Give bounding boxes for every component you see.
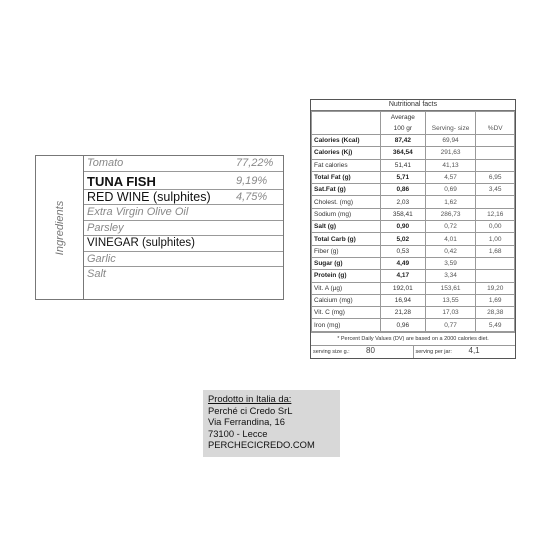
nutrient-average: 0,86 (381, 184, 426, 196)
nutrition-row (312, 208, 515, 220)
ingredient-name: VINEGAR (sulphites) (87, 237, 196, 249)
ingredient-name: Extra Virgin Olive Oil (87, 206, 189, 218)
ingredient-name: Garlic (87, 252, 116, 265)
nutrient-dv (476, 147, 515, 159)
nutrient-label: Calories (Kj) (312, 147, 381, 159)
ingredients-side-label (36, 156, 84, 299)
ingredient-name: Parsley (87, 221, 124, 234)
nutrient-serving: 69,94 (425, 135, 476, 147)
nutrient-label: Total Fat (g) (312, 171, 381, 183)
nutrient-dv (476, 257, 515, 269)
nutrient-dv: 1,69 (476, 294, 515, 306)
header-average-unit: 100 gr (381, 123, 426, 135)
nutrient-dv: 19,20 (476, 282, 515, 294)
producer-line: Via Ferrandina, 16 (208, 416, 285, 428)
producer-line: Perché ci Credo SrL (208, 404, 293, 416)
nutrient-serving: 0,69 (425, 184, 476, 196)
ingredients-table (35, 155, 284, 300)
nutrient-label: Sat.Fat (g) (312, 184, 381, 196)
producer-line: 73100 - Lecce (208, 427, 268, 439)
ingredient-name: Tomato (87, 157, 124, 169)
nutrient-serving: 0,77 (425, 319, 476, 331)
nutrition-grid (311, 111, 515, 332)
nutrient-dv: 5,49 (476, 319, 515, 331)
ingredients-list (84, 156, 283, 283)
nutrient-serving: 4,57 (425, 171, 476, 183)
nutrient-label: Cholest. (mg) (312, 196, 381, 208)
nutrition-row (312, 270, 515, 282)
nutrient-serving: 13,55 (425, 294, 476, 306)
nutrient-average: 5,71 (381, 171, 426, 183)
nutrient-label: Sugar (g) (312, 257, 381, 269)
ingredient-row (84, 156, 283, 172)
ingredient-name: RED WINE (sulphites) (87, 189, 211, 204)
nutrition-rows (312, 135, 515, 332)
nutrient-serving: 41,13 (425, 159, 476, 171)
ingredient-row (84, 205, 283, 221)
nutrition-row (312, 319, 515, 331)
nutrition-row (312, 147, 515, 159)
serving-size (311, 346, 414, 358)
ingredient-row (84, 172, 283, 190)
nutrient-dv: 28,38 (476, 307, 515, 319)
nutrition-facts-table (310, 99, 516, 359)
ingredient-row (84, 190, 283, 206)
ingredient-name: Salt (87, 268, 106, 280)
ingredient-percent: 9,19% (236, 174, 268, 187)
ingredient-percent: 4,75% (236, 190, 268, 203)
nutrition-row (312, 221, 515, 233)
nutrition-row (312, 159, 515, 171)
nutrient-average: 364,54 (381, 147, 426, 159)
ingredients-label: Ingredients (53, 200, 66, 255)
nutrient-serving: 3,59 (425, 257, 476, 269)
nutrition-header-row (312, 112, 515, 124)
nutrient-dv: 1,68 (476, 245, 515, 257)
producer-label (203, 390, 340, 457)
nutrient-label: Sodium (mg) (312, 208, 381, 220)
nutrient-serving: 291,63 (425, 147, 476, 159)
nutrient-label: Salt (g) (312, 221, 381, 233)
nutrition-row (312, 257, 515, 269)
nutrient-label: Vit. A (µg) (312, 282, 381, 294)
nutrient-serving: 153,61 (425, 282, 476, 294)
nutrient-average: 5,02 (381, 233, 426, 245)
nutrition-title: Nutritional facts (311, 100, 515, 111)
nutrient-average: 4,49 (381, 257, 426, 269)
nutrient-dv: 3,45 (476, 184, 515, 196)
nutrient-dv: 0,00 (476, 221, 515, 233)
ingredient-row (84, 252, 283, 268)
nutrient-average: 0,96 (381, 319, 426, 331)
nutrient-label: Calories (Kcal) (312, 135, 381, 147)
header-dv: %DV (476, 123, 515, 135)
nutrient-average: 87,42 (381, 135, 426, 147)
nutrition-row (312, 184, 515, 196)
nutrition-row (312, 135, 515, 147)
nutrient-serving: 0,72 (425, 221, 476, 233)
serving-info (311, 345, 515, 358)
nutrient-average: 4,17 (381, 270, 426, 282)
nutrition-row (312, 245, 515, 257)
nutrition-row (312, 282, 515, 294)
nutrient-dv (476, 159, 515, 171)
nutrient-dv: 1,00 (476, 233, 515, 245)
serving-per-jar-value: 4,1 (468, 345, 480, 355)
nutrient-serving: 1,62 (425, 196, 476, 208)
ingredient-name: TUNA FISH (87, 173, 156, 189)
nutrient-average: 358,41 (381, 208, 426, 220)
nutrient-dv (476, 196, 515, 208)
nutrient-label: Total Carb (g) (312, 233, 381, 245)
nutrient-average: 0,90 (381, 221, 426, 233)
nutrient-dv (476, 270, 515, 282)
ingredient-row (84, 221, 283, 237)
nutrient-label: Vit. C (mg) (312, 307, 381, 319)
ingredient-percent: 77,22% (236, 157, 274, 169)
nutrient-label: Calcium (mg) (312, 294, 381, 306)
nutrient-serving: 3,34 (425, 270, 476, 282)
producer-line: PERCHECICREDO.COM (208, 439, 315, 451)
dv-note: * Percent Daily Values (DV) are based on a 2000 calories diet. (311, 332, 515, 345)
serving-size-value: 80 (366, 345, 375, 355)
nutrient-average: 16,94 (381, 294, 426, 306)
nutrient-average: 51,41 (381, 159, 426, 171)
nutrient-average: 192,01 (381, 282, 426, 294)
nutrient-dv (476, 135, 515, 147)
nutrient-label: Iron (mg) (312, 319, 381, 331)
nutrient-label: Fat calories (312, 159, 381, 171)
serving-per-jar (414, 346, 516, 358)
ingredient-row (84, 267, 283, 283)
nutrient-serving: 0,42 (425, 245, 476, 257)
nutrient-serving: 17,03 (425, 307, 476, 319)
nutrient-label: Protein (g) (312, 270, 381, 282)
serving-per-jar-label: serving per jar: (415, 348, 452, 355)
nutrient-serving: 286,73 (425, 208, 476, 220)
producer-line: Prodotto in Italia da: (208, 393, 292, 404)
header-serving: Serving- size (425, 123, 476, 135)
nutrient-label: Fiber (g) (312, 245, 381, 257)
header-average: Average (381, 112, 426, 124)
serving-size-label: serving size g.: (313, 348, 350, 355)
ingredient-row (84, 236, 283, 252)
nutrition-row (312, 307, 515, 319)
nutrition-row (312, 233, 515, 245)
nutrition-row (312, 171, 515, 183)
nutrient-dv: 6,95 (476, 171, 515, 183)
nutrient-average: 0,53 (381, 245, 426, 257)
nutrient-average: 21,28 (381, 307, 426, 319)
nutrition-row (312, 294, 515, 306)
nutrient-average: 2,03 (381, 196, 426, 208)
nutrient-dv: 12,16 (476, 208, 515, 220)
nutrition-header-row (312, 123, 515, 135)
nutrition-row (312, 196, 515, 208)
nutrient-serving: 4,01 (425, 233, 476, 245)
